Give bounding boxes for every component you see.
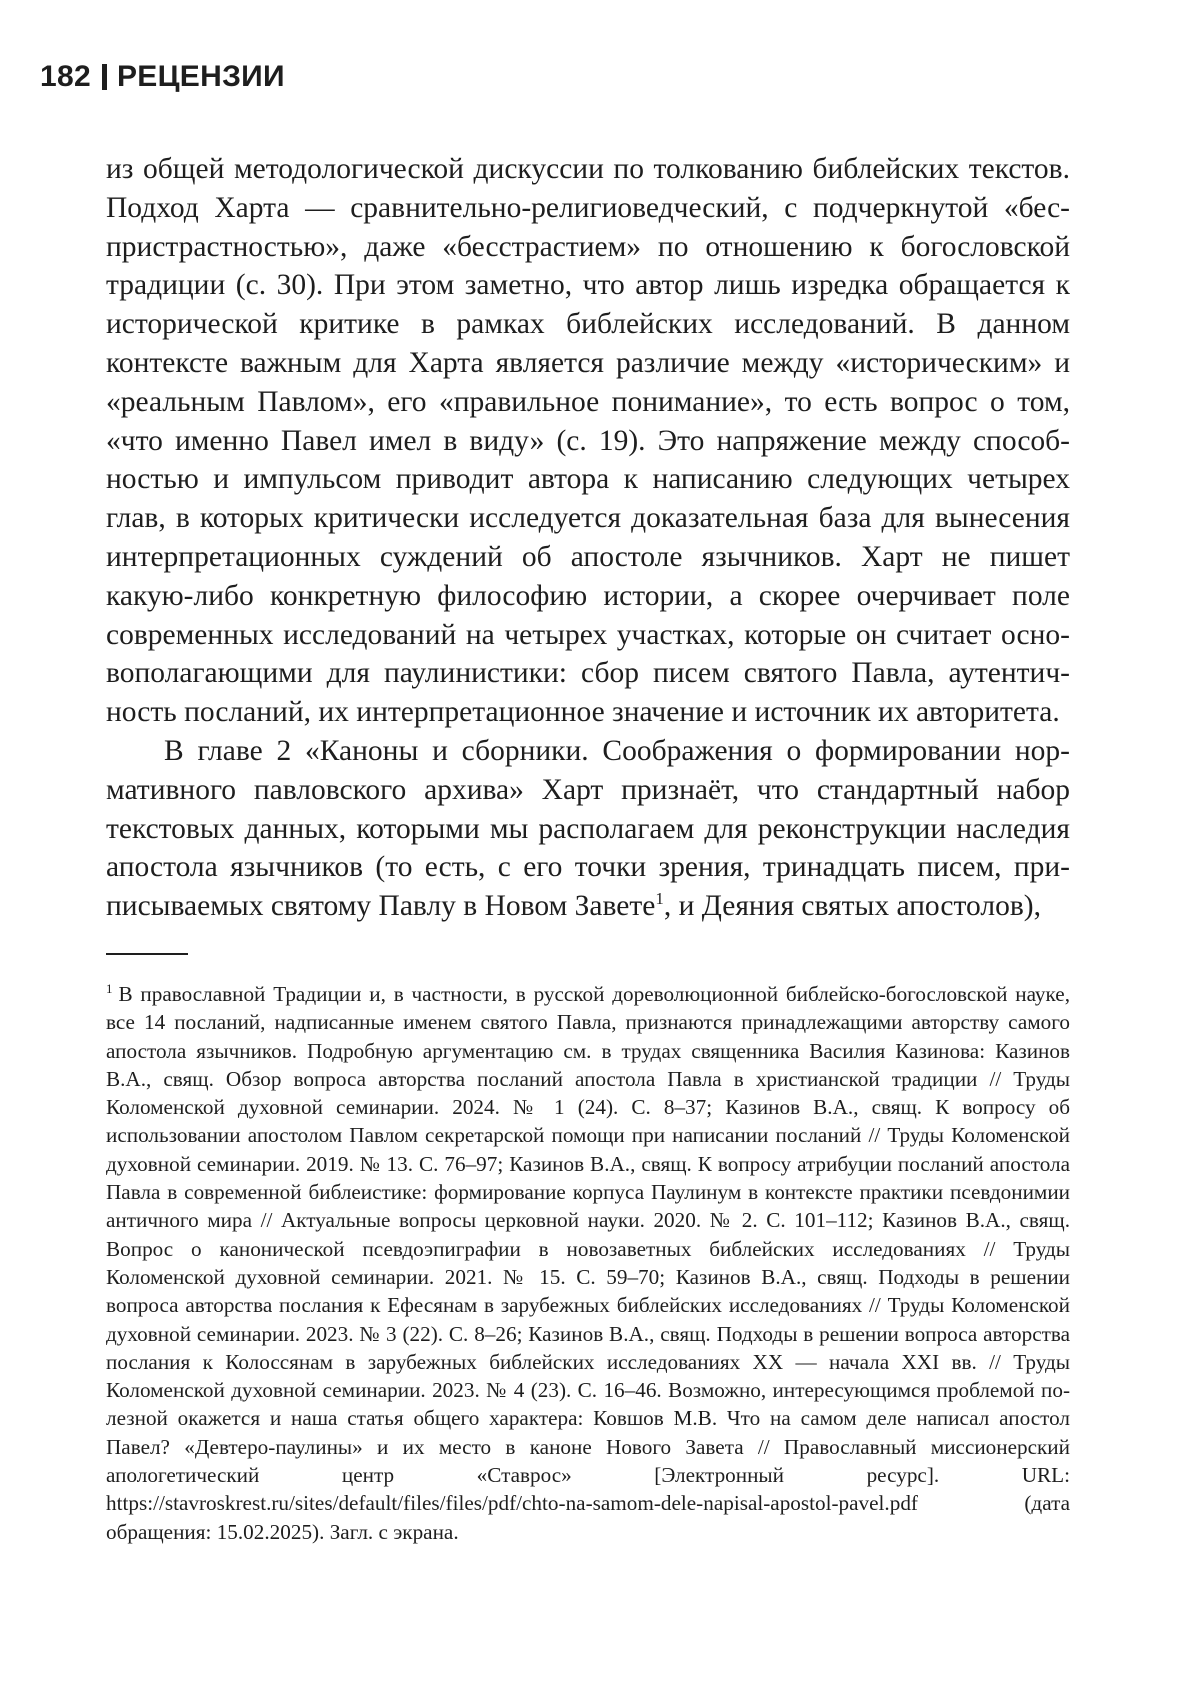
footnote-reference[interactable]: 1	[655, 889, 664, 909]
main-text	[106, 150, 1070, 926]
footnote-text: В православной Традиции и, в частности, в русской дореволюционной библейско-богословской науке, все 14 посланий, надписанные именем святого Павла, признаются принадлежащими авторству самого апостола язычников. Подробную аргументацию см. в трудах священника Василия Казинова: Казинов В.А., свящ. Обзор вопроса авторства посланий апостола Павла в христианской традиции // Труды Коломенской духовной семинарии. 2024. № 1 (24). С. 8–37; Казинов В.А., свящ. К вопросу об использовании апостолом Павлом секретарской помощи при написании посланий // Труды Коломенской духовной семинарии. 2019. № 13. С. 76–97; Казинов В.А., свящ. К вопросу атрибуции посланий апостола Павла в современной библеистике: формирование корпуса Паулинум в контексте практики псевдонимии античного мира // Актуальные вопросы церковной науки. 2020. № 2. С. 101–112; Казинов В.А., свящ. Вопрос о канонической псевдоэпиграфии в новозаветных библейских исследованиях // Труды Коломенской духовной семинарии. 2021. № 15. С. 59–70; Казинов В.А., свящ. Подходы в решении вопроса авторства послания к Ефесянам в зарубежных библейских исследованиях // Труды Коломенской духовной семинарии. 2023. № 3 (22). С. 8–26; Казинов В.А., свящ. Подходы в решении вопроса авторства послания к Колоссянам в зарубежных библейских исследованиях XX — начала XXI вв. // Труды Коломенской духовной семинарии. 2023. № 4 (23). С. 16–46. Возможно, интересующимся проблемой полезной окажется и наша статья общего характера: Ковшов М.В. Что на самом деле написал апостол Павел? «Девтеро-паулины» и их место в каноне Нового Завета // Православный миссионерский апологетический центр «Ставрос» [Электронный ресурс]. URL: https://stavroskrest.ru/sites/default/files/files/pdf/chto-na-samom-dele-napisal-apostol-pavel.pdf (дата обращения: 15.02.2025). Загл. с экрана.	[106, 982, 1070, 1544]
body-paragraph: из общей методологической дискуссии по толкованию библейских текстов. Подход Харта — сравнительно-религиоведческий, с подчеркнутой «беспристрастностью», даже «бесстрастием» по отношению к богословской традиции (с. 30). При этом заметно, что автор лишь изредка обращается к исторической критике в рамках библейских исследований. В данном контексте важным для Харта является различие между «историческим» и «реальным Павлом», его «правильное понимание», то есть вопрос о том, «что именно Павел имел в виду» (с. 19). Это напряжение между способностью и импульсом приводит автора к написанию следующих четырех глав, в которых критически исследуется доказательная база для вынесения интерпретационных суждений об апостоле язычников. Харт не пишет какую-либо конкретную философию истории, а скорее очерчивает поле современных исследований на четырех участках, которые он считает основополагающими для паулинистики: сбор писем святого Павла, аутентичность посланий, их интерпретационное значение и источник их авторитета.	[106, 153, 1070, 729]
footnote	[106, 980, 1070, 1546]
footnote-number: 1	[106, 980, 113, 996]
body-paragraph-text: , и Деяния святых апостолов),	[663, 890, 1041, 923]
header-separator	[102, 64, 107, 90]
body-paragraph-text: В главе 2 «Каноны и сборники. Соображения о формировании нормативного павловского архива» Харт признаёт, что стандартный набор текстовых данных, которыми мы располагаем для реконструкции наследия апостола язычников (то есть, с его точки зрения, тринадцать писем, приписываемых святому Павлу в Новом Завете	[106, 734, 1070, 923]
page-number: 182	[40, 60, 91, 93]
body-paragraph	[106, 732, 1070, 926]
running-head	[40, 62, 285, 92]
footnote-divider	[106, 953, 188, 955]
section-title: РЕЦЕНЗИИ	[116, 60, 285, 93]
